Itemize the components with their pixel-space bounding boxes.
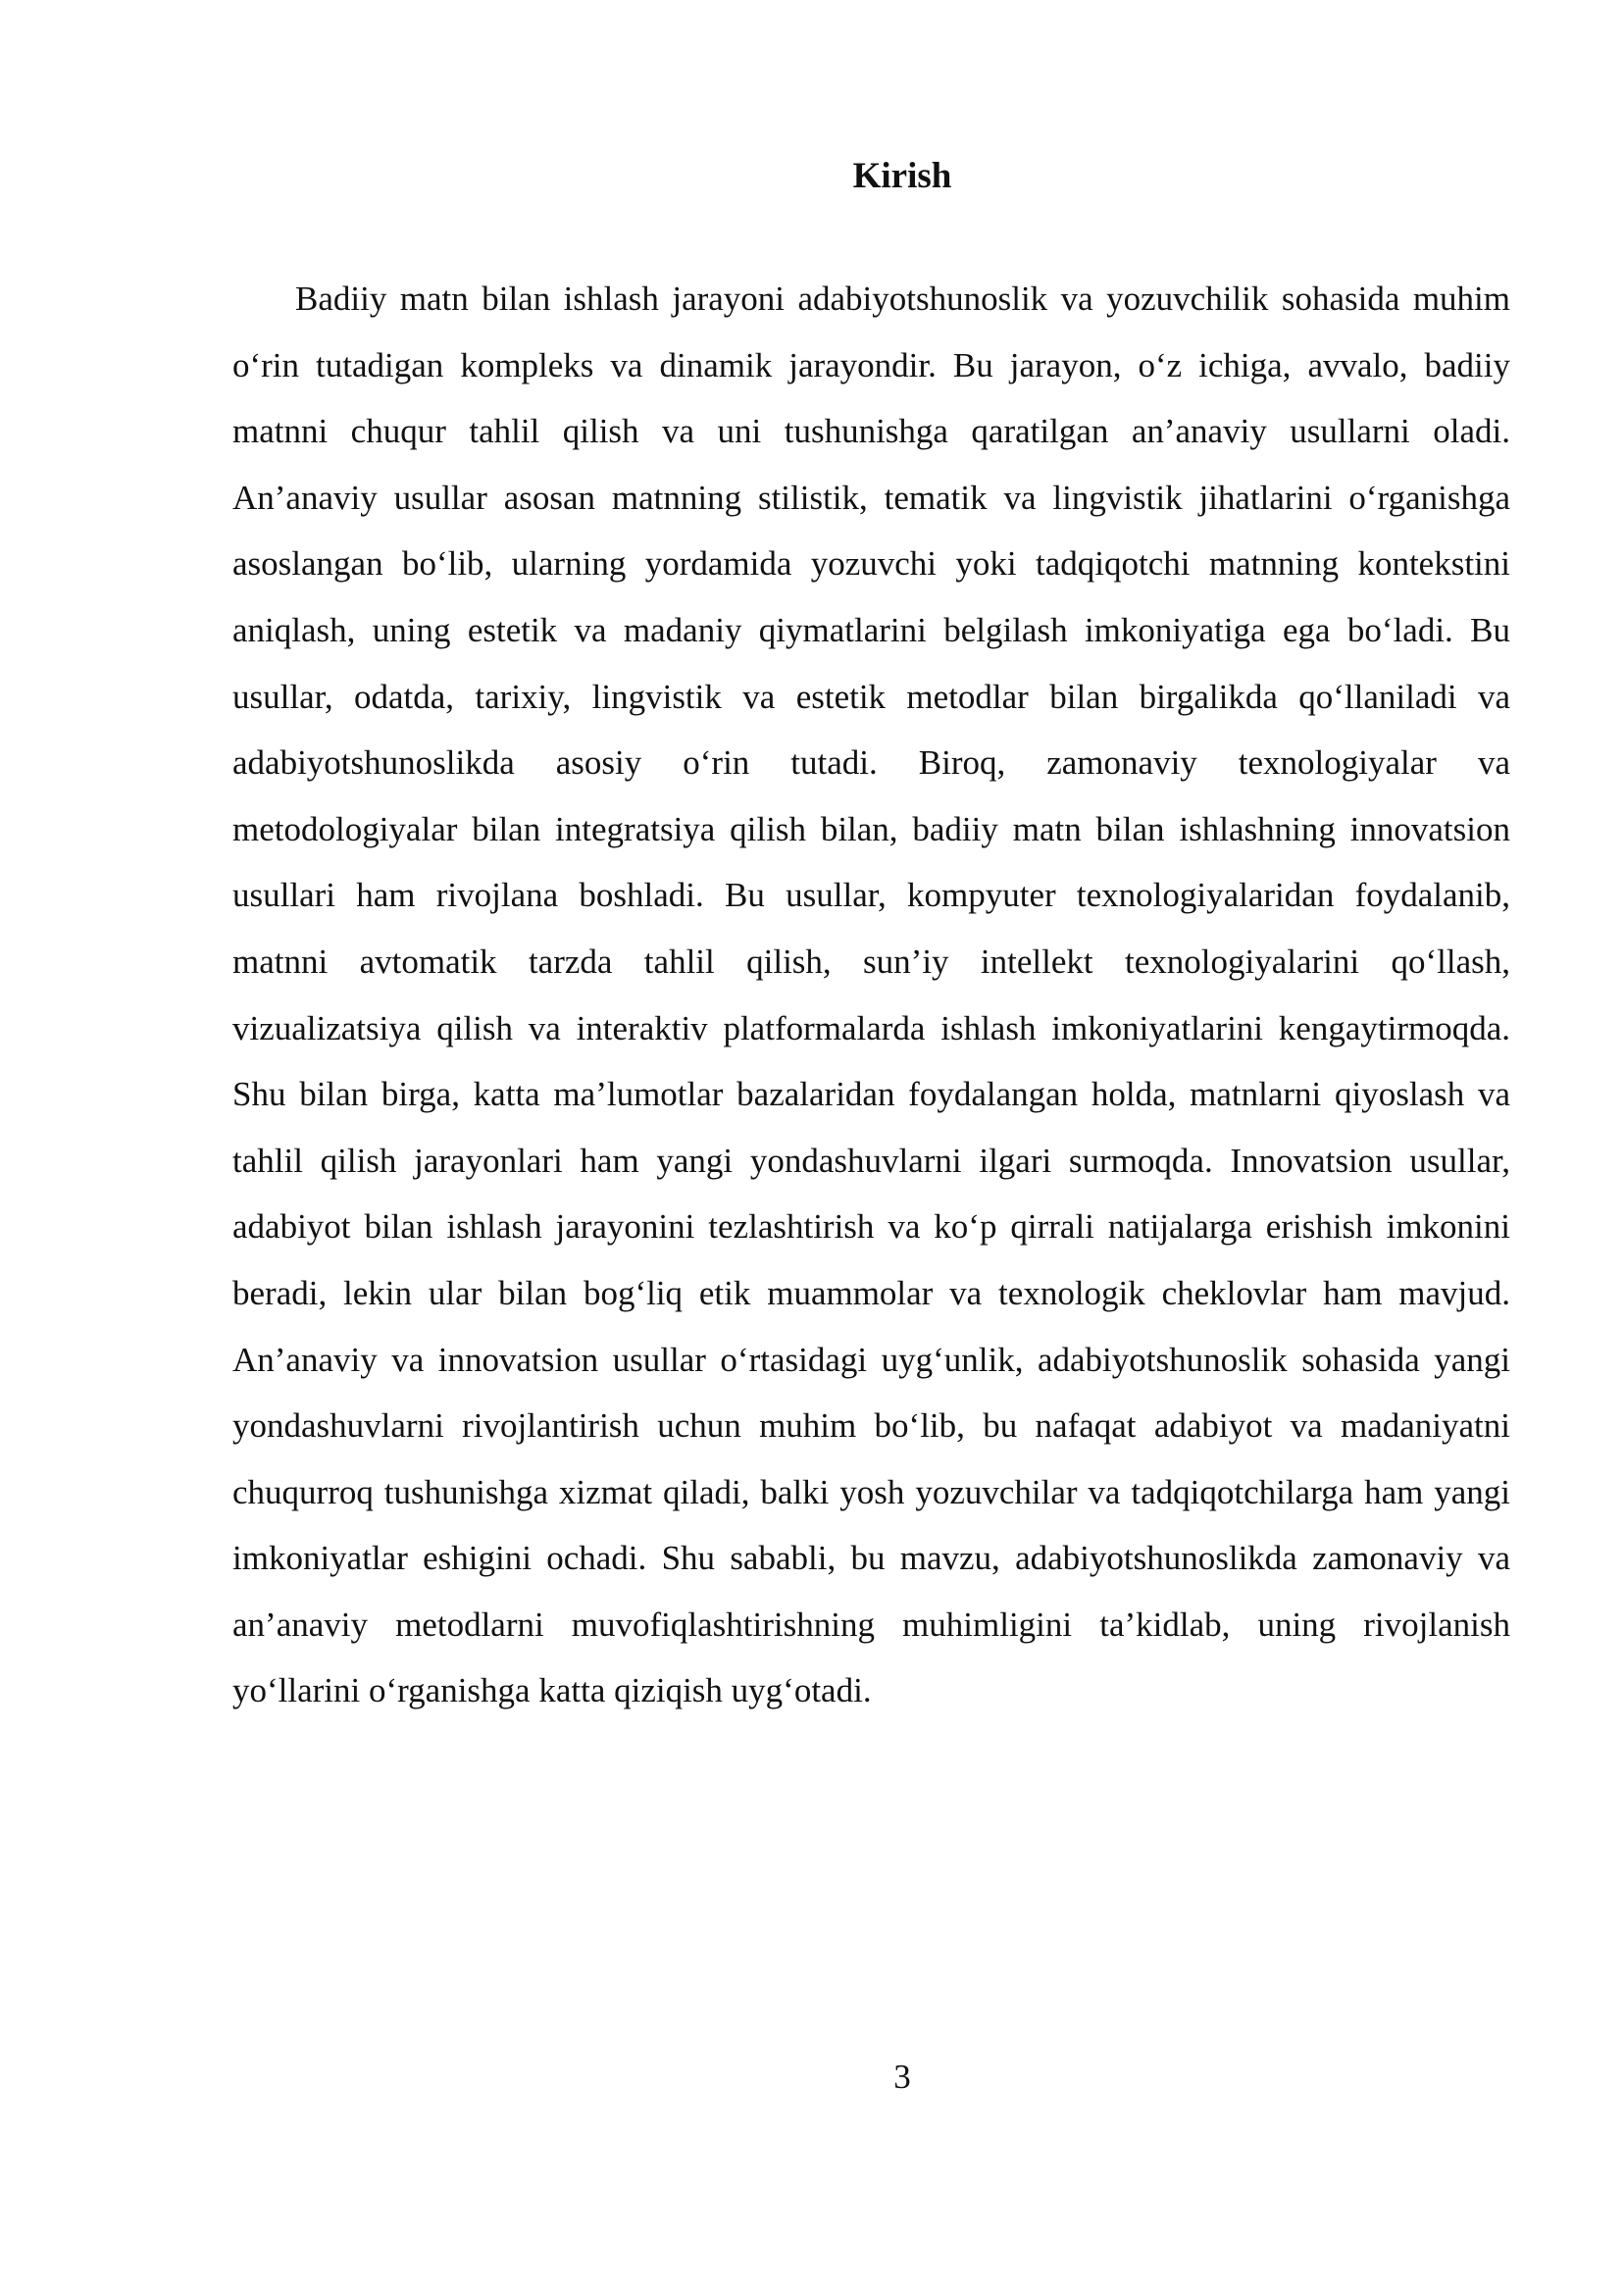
section-title: Kirish (852, 156, 952, 196)
body-paragraph: Badiiy matn bilan ishlash jarayoni adabiyotshunoslik va yozuvchilik sohasida muhim o‘rin tutadigan kompleks va dinamik jarayondir. Bu jarayon, o‘z ichiga, avvalo, badiiy matnni chuqur tahlil qilish va uni tushunishga qaratilgan an’anaviy usullarni oladi. An’anaviy usullar asosan matnning stilistik, tematik va lingvistik jihatlarini o‘rganishga asoslangan bo‘lib, ularning yordamida yozuvchi yoki tadqiqotchi matnning kontekstini aniqlash, uning estetik va madaniy qiymatlarini belgilash imkoniyatiga ega bo‘ladi. Bu usullar, odatda, tarixiy, lingvistik va estetik metodlar bilan birgalikda qo‘llaniladi va adabiyotshunoslikda asosiy o‘rin tutadi. Biroq, zamonaviy texnologiyalar va metodologiyalar bilan integratsiya qilish bilan, badiiy matn bilan ishlashning innovatsion usullari ham rivojlana boshladi. Bu usullar, kompyuter texnologiyalaridan foydalanib, matnni avtomatik tarzda tahlil qilish, sun’iy intellekt texnologiyalarini qo‘llash, vizualizatsiya qilish va interaktiv platformalarda ishlash imkoniyatlarini kengaytirmoqda. Shu bilan birga, katta ma’lumotlar bazalaridan foydalangan holda, matnlarni qiyoslash va tahlil qilish jarayonlari ham yangi yondashuvlarni ilgari surmoqda. Innovatsion usullar, adabiyot bilan ishlash jarayonini tezlashtirish va ko‘p qirrali natijalarga erishish imkonini beradi, lekin ular bilan bog‘liq etik muammolar va texnologik cheklovlar ham mavjud. An’anaviy va innovatsion usullar o‘rtasidagi uyg‘unlik, adabiyotshunoslik sohasida yangi yondashuvlarni rivojlantirish uchun muhim bo‘lib, bu nafaqat adabiyot va madaniyatni chuqurroq tushunishga xizmat qiladi, balki yosh yozuvchilar va tadqiqotchilarga ham yangi imkoniyatlar eshigini ochadi. Shu sababli, bu mavzu, adabiyotshunoslikda zamonaviy va an’anaviy metodlarni muvofiqlashtirishning muhimligini ta’kidlab, uning rivojlanish yo‘llarini o‘rganishga katta qiziqish uyg‘otadi. (232, 280, 1510, 1710)
page-number: 3 (893, 2058, 911, 2096)
